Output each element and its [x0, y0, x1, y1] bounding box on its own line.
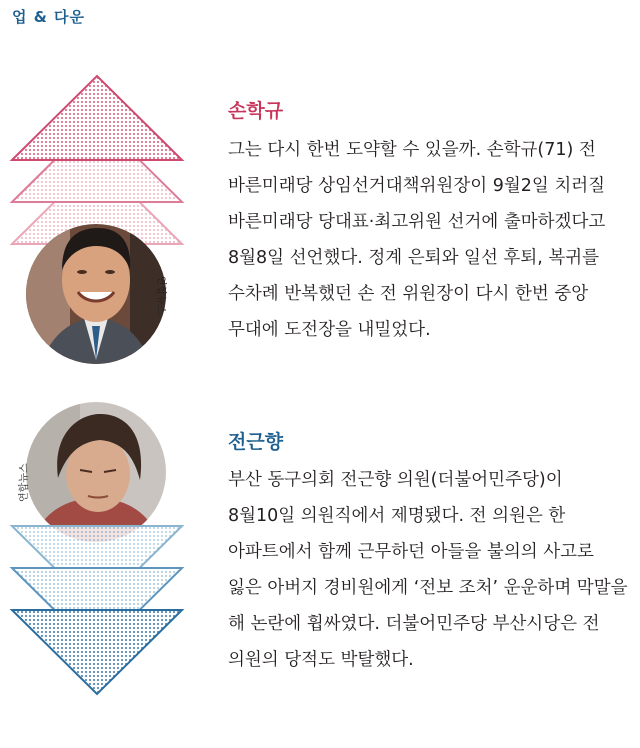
- section-header: 업 & 다운: [12, 8, 85, 26]
- up-triangle-1: [12, 76, 182, 160]
- up-article-text: 그는 다시 한번 도약할 수 있을까. 손학규(71) 전 바른미래당 상임선거대책위원장이 9월2일 치러질 바른미래당 당대표·최고위원 선거에 출마하겠다고 8월8일 선언했다. 정계 은퇴와 일선 후퇴, 복귀를 수차례 반복했던 손 전 위원장이 다시 한번 중앙 무대에 도전장을 내밀었다.: [228, 140, 606, 340]
- up-arrow-graphic: [0, 60, 200, 440]
- up-person-name: 손학규: [228, 100, 284, 122]
- up-photo-credit: 연합뉴스: [155, 276, 166, 315]
- down-triangle-3: [12, 610, 182, 694]
- down-person-name: 전근향: [228, 431, 284, 453]
- down-arrow-graphic: [0, 398, 200, 708]
- down-article-text: 부산 동구의회 전근향 의원(더불어민주당)이 8월10일 의원직에서 제명됐다. 전 의원은 한 아파트에서 함께 근무하던 아들을 불의의 사고로 잃은 아버지 경비원에게 ‘전보 조처’ 운운하며 막말을 해 논란에 휩싸였다. 더불어민주당 부산시당은 전 의원의 당적도 박탈했다.: [228, 470, 628, 670]
- down-photo-credit: 연합뉴스: [19, 463, 30, 502]
